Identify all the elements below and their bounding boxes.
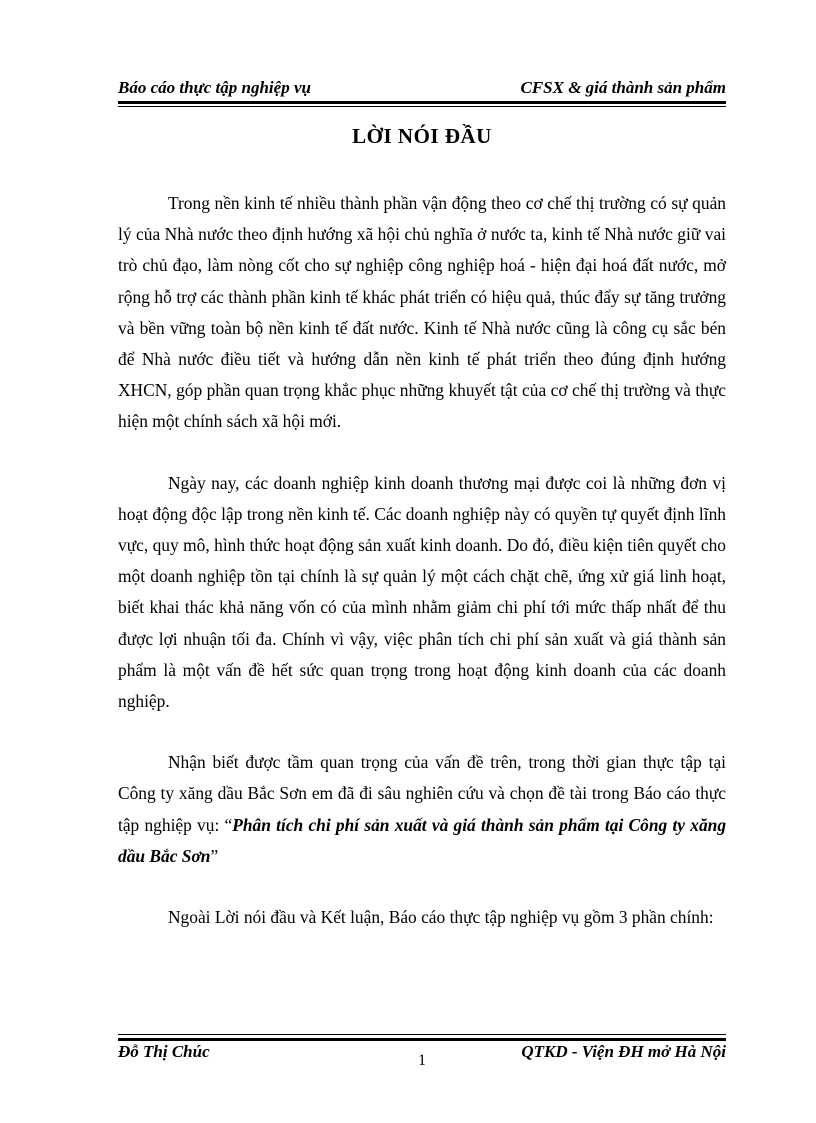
footer-rule-thick — [118, 1038, 726, 1041]
page-footer — [118, 1042, 726, 1068]
header-report-title: Báo cáo thực tập nghiệp vụ — [118, 78, 311, 97]
document-body — [118, 188, 726, 933]
paragraph-1: Trong nền kinh tế nhiều thành phần vận động theo cơ chế thị trường có sự quản lý của Nhà nước theo định hướng xã hội chủ nghĩa ở nước ta, kinh tế Nhà nước giữ vai trò chủ đạo, làm nòng cốt cho sự nghiệp công nghiệp hoá - hiện đại hoá đất nước, mở rộng hỗ trợ các thành phần kinh tế khác phát triển có hiệu quả, thúc đẩy sự tăng trưởng và bền vững toàn bộ nền kinh tế đất nước. Kinh tế Nhà nước cũng là công cụ sắc bén để Nhà nước điều tiết và hướng dẫn nền kinh tế phát triển theo đúng định hướng XHCN, góp phần quan trọng khắc phục những khuyết tật của cơ chế thị trường và thực hiện một chính sách xã hội mới. — [118, 193, 726, 432]
footer-rule-thin — [118, 1034, 726, 1035]
page-title: LỜI NÓI ĐẦU — [352, 124, 492, 148]
paragraph-4: Ngoài Lời nói đầu và Kết luận, Báo cáo thực tập nghiệp vụ gồm 3 phần chính: — [168, 907, 714, 928]
page-number: 1 — [418, 1052, 426, 1069]
paragraph-3-tail: ” — [210, 845, 219, 866]
paragraph-3-lead: Nhận biết được tầm quan trọng của vấn đề trên, trong thời gian thực tập tại Công ty xăng dầu Bắc Sơn em đã đi sâu nghiên cứu và chọn đề tài trong Báo cáo thực tập nghiệp vụ: “ — [118, 752, 726, 835]
footer-author: Đỗ Thị Chúc — [118, 1042, 210, 1061]
page-header — [118, 78, 726, 98]
header-rule-thin — [118, 106, 726, 107]
report-topic-title: Phân tích chi phí sản xuất và giá thành sản phẩm tại Công ty xăng dầu Bắc Sơn — [118, 814, 727, 866]
header-topic: CFSX & giá thành sản phẩm — [520, 78, 726, 97]
header-rule-thick — [118, 101, 726, 104]
paragraph-3 — [118, 747, 726, 872]
footer-institution: QTKD - Viện ĐH mở Hà Nội — [521, 1042, 726, 1061]
paragraph-2: Ngày nay, các doanh nghiệp kinh doanh thương mại được coi là những đơn vị hoạt động độc lập trong nền kinh tế. Các doanh nghiệp này có quyền tự quyết định lĩnh vực, quy mô, hình thức hoạt động sản xuất kinh doanh. Do đó, điều kiện tiên quyết cho một doanh nghiệp tồn tại chính là sự quản lý một cách chặt chẽ, ứng xử giá linh hoạt, biết khai thác khả năng vốn có của mình nhằm giảm chi phí tới mức thấp nhất để thu được lợi nhuận tối đa. Chính vì vậy, việc phân tích chi phí sản xuất và giá thành sản phẩm là một vấn đề hết sức quan trọng trong hoạt động kinh doanh của các doanh nghiệp. — [118, 472, 726, 712]
